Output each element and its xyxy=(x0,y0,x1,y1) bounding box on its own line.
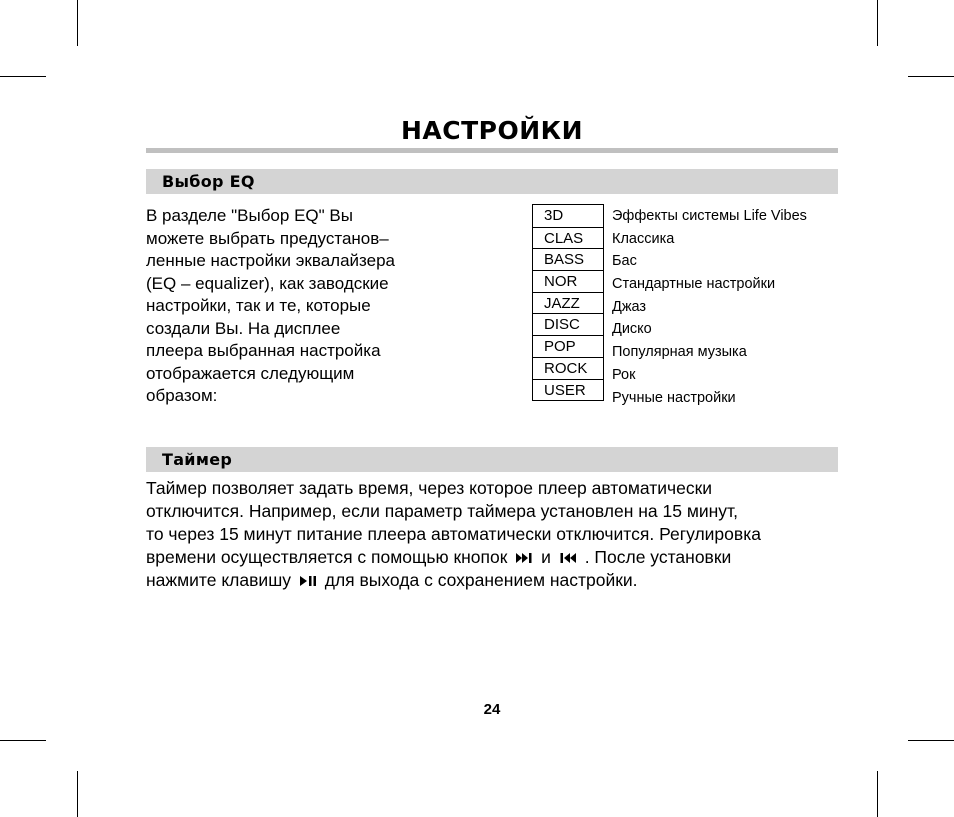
crop-mark xyxy=(877,0,878,46)
eq-text-line: настройки, так и те, которые xyxy=(146,296,371,315)
eq-preset-code: POP xyxy=(533,335,603,357)
eq-text-line: создали Вы. На дисплее xyxy=(146,318,341,338)
eq-preset-code: ROCK xyxy=(533,357,603,379)
eq-preset-code: NOR xyxy=(533,270,603,292)
timer-section-header xyxy=(146,447,838,472)
crop-mark xyxy=(77,0,78,46)
eq-preset-desc: Ручные настройки xyxy=(612,389,736,406)
timer-text-segment: . После установки xyxy=(584,547,732,567)
timer-text-segment: времени осуществляется с помощью кнопок xyxy=(146,547,508,567)
eq-preset-desc: Джаз xyxy=(612,298,647,315)
eq-preset-desc: Популярная музыка xyxy=(612,344,747,361)
timer-text-line: Таймер позволяет задать время, через которое плеер автоматически xyxy=(146,478,713,498)
previous-track-icon xyxy=(558,552,578,564)
timer-section-title: Таймер xyxy=(162,450,233,469)
eq-preset-desc: Диско xyxy=(612,321,652,338)
eq-text-line: (EQ – equalizer), как заводские xyxy=(146,273,389,293)
timer-text-line xyxy=(146,546,846,569)
eq-section-title: Выбор EQ xyxy=(162,172,255,191)
page-number: 24 xyxy=(483,701,501,718)
crop-mark xyxy=(877,771,878,817)
timer-text-segment: для выхода с сохранением настройки. xyxy=(324,570,638,590)
eq-text-line: плеера выбранная настройка xyxy=(146,341,381,360)
crop-mark xyxy=(77,771,78,817)
crop-mark xyxy=(908,740,954,741)
eq-preset-desc: Классика xyxy=(612,230,675,247)
eq-text-line: В разделе "Выбор EQ" Вы xyxy=(146,206,353,225)
eq-text-line: можете выбрать предустанов– xyxy=(146,228,389,248)
eq-text-line: ленные настройки эквалайзера xyxy=(146,251,395,270)
timer-description xyxy=(146,477,846,592)
eq-preset-code: CLAS xyxy=(533,227,603,249)
play-pause-icon xyxy=(298,575,318,587)
eq-preset-desc: Стандартные настройки xyxy=(612,276,776,293)
timer-text-line xyxy=(146,569,846,592)
timer-text-segment: нажмите клавишу xyxy=(146,570,291,590)
timer-text-segment: и xyxy=(541,547,551,567)
eq-preset-code: 3D xyxy=(544,207,564,224)
eq-preset-code: USER xyxy=(533,379,603,401)
eq-preset-desc: Бас xyxy=(612,253,637,270)
eq-preset-descriptions xyxy=(612,205,807,409)
eq-section-header xyxy=(146,169,838,194)
eq-text-line: образом: xyxy=(146,386,218,405)
eq-preset-code: JAZZ xyxy=(533,292,603,314)
timer-text-line: отключится. Например, если параметр таймера установлен на 15 минут, xyxy=(146,501,738,521)
eq-description xyxy=(146,205,446,408)
timer-text-line: то через 15 минут питание плеера автоматически отключится. Регулировка xyxy=(146,524,761,544)
crop-mark xyxy=(908,76,954,77)
page-title: НАСТРОЙКИ xyxy=(400,116,584,145)
eq-preset-desc: Рок xyxy=(612,366,636,383)
title-underline xyxy=(146,148,838,153)
eq-preset-table xyxy=(532,204,604,401)
eq-preset-code: BASS xyxy=(533,248,603,270)
crop-mark xyxy=(0,76,46,77)
eq-preset-code: DISC xyxy=(533,313,603,335)
eq-preset-desc: Эффекты системы Life Vibes xyxy=(612,208,807,224)
next-track-icon xyxy=(514,552,534,564)
eq-text-line: отображается следующим xyxy=(146,363,355,383)
crop-mark xyxy=(0,740,46,741)
